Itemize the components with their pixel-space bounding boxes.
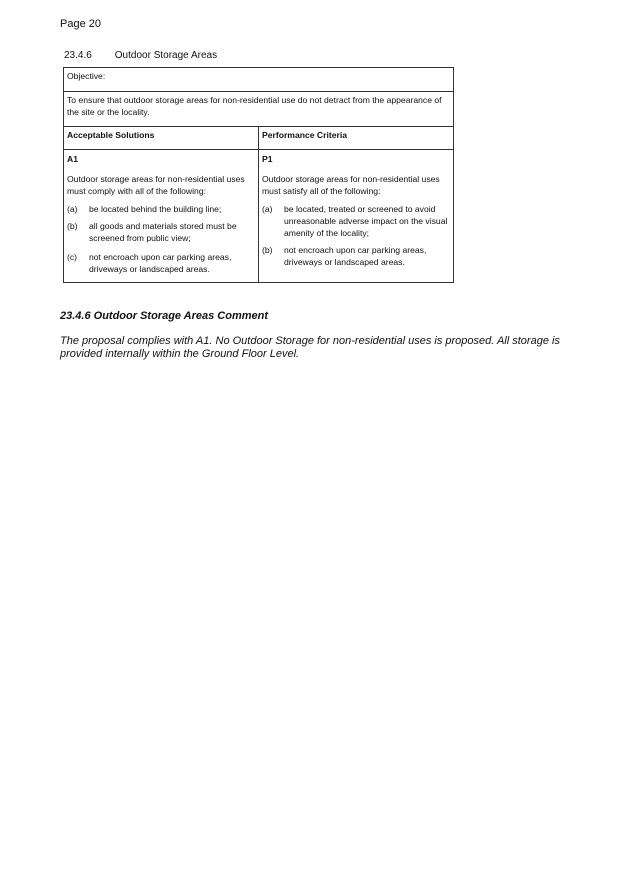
section-heading [64, 50, 217, 61]
performance-criteria-header: Performance Criteria [259, 127, 454, 150]
comment-body: The proposal complies with A1. No Outdoor Storage for non-residential uses is proposed. All storage is provided internally within the Ground Floor Level. [60, 335, 560, 360]
item-letter: (a) [67, 204, 78, 214]
item-letter: (c) [67, 252, 78, 262]
list-item [262, 244, 450, 268]
objective-text: To ensure that outdoor storage areas for non-residential use do not detract from the appearance of the site or the locality. [64, 92, 454, 127]
rule-intro: Outdoor storage areas for non-residential uses must satisfy all of the following: [262, 174, 440, 196]
page-number: Page 20 [60, 18, 101, 30]
rule-id-a1: A1 [67, 154, 78, 164]
objective-label: Objective: [64, 68, 454, 92]
item-letter: (b) [67, 221, 78, 231]
list-item [67, 203, 255, 215]
rule-id-p1: P1 [262, 154, 273, 164]
item-text: be located, treated or screened to avoid unreasonable adverse impact on the visual amenity of the locality; [284, 204, 448, 238]
standards-table [63, 67, 454, 283]
section-title: Outdoor Storage Areas [114, 50, 218, 61]
performance-criteria-cell [259, 150, 454, 283]
section-number: 23.4.6 [64, 50, 92, 61]
item-text: all goods and materials stored must be screened from public view; [89, 221, 237, 243]
item-letter: (a) [262, 204, 273, 214]
list-item [262, 203, 450, 239]
item-letter: (b) [262, 245, 273, 255]
item-text: not encroach upon car parking areas, driveways or landscaped areas. [284, 245, 427, 267]
list-item [67, 220, 255, 244]
item-text: be located behind the building line; [89, 204, 222, 214]
item-text: not encroach upon car parking areas, driveways or landscaped areas. [89, 252, 232, 274]
acceptable-solutions-cell [64, 150, 259, 283]
list-item [67, 251, 255, 275]
acceptable-solutions-header: Acceptable Solutions [64, 127, 259, 150]
rule-intro: Outdoor storage areas for non-residential uses must comply with all of the following: [67, 174, 245, 196]
comment-heading: 23.4.6 Outdoor Storage Areas Comment [60, 310, 269, 322]
